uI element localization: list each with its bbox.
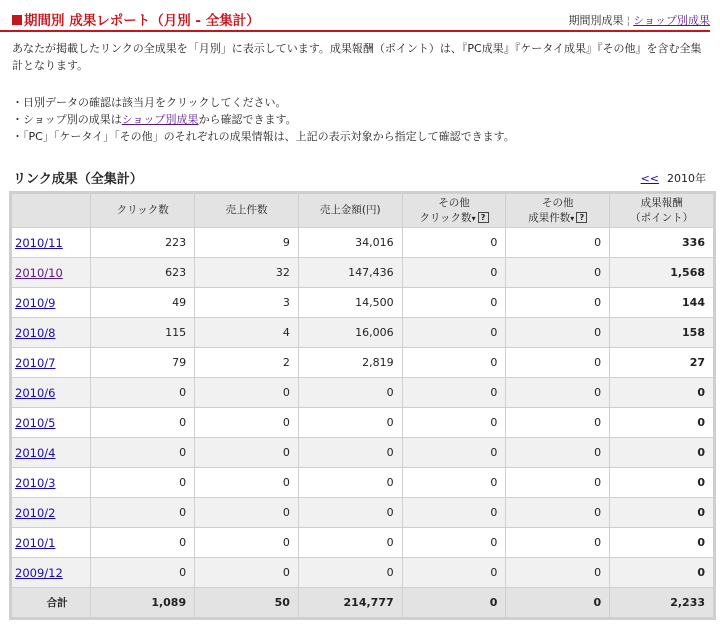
header-other-results-line2: 成果件数 (528, 211, 571, 224)
cell-sales-amount: 147,436 (299, 258, 402, 287)
cell-reward: 144 (610, 288, 713, 317)
table-row (12, 498, 713, 527)
cell-clicks: 0 (91, 438, 194, 467)
month-link[interactable]: 2010/1 (15, 535, 56, 550)
cell-month (12, 408, 90, 437)
month-link[interactable]: 2009/12 (15, 565, 63, 580)
month-link[interactable]: 2010/6 (15, 385, 56, 400)
cell-month (12, 558, 90, 587)
cell-clicks: 0 (91, 408, 194, 437)
cell-sales-amount: 2,819 (299, 348, 402, 377)
month-link[interactable]: 2010/11 (15, 235, 63, 250)
note-shop-link[interactable]: ショップ別成果 (121, 113, 199, 126)
cell-sales-amount: 16,006 (299, 318, 402, 347)
red-square-icon (12, 15, 22, 25)
table-row (12, 408, 713, 437)
table-row (12, 528, 713, 557)
cell-sales-count: 4 (195, 318, 298, 347)
cell-clicks: 0 (91, 468, 194, 497)
cell-month (12, 318, 90, 347)
help-icon[interactable]: ? (478, 212, 489, 223)
cell-reward: 336 (610, 228, 713, 257)
cell-month (12, 498, 90, 527)
cell-other-clicks: 0 (403, 468, 506, 497)
cell-other-results: 0 (506, 288, 609, 317)
cell-other-results: 0 (506, 258, 609, 287)
note-shop-prefix: ・ショップ別の成果は (12, 113, 122, 126)
header-reward-line2: （ポイント） (630, 211, 694, 224)
cell-sales-count: 0 (195, 558, 298, 587)
month-link[interactable]: 2010/10 (15, 265, 63, 280)
header-nav (569, 12, 711, 28)
table-row (12, 558, 713, 587)
cell-other-clicks: 0 (403, 228, 506, 257)
table-row (12, 228, 713, 257)
table-row (12, 378, 713, 407)
prev-year-link[interactable]: << (640, 172, 659, 185)
cell-clicks: 0 (91, 498, 194, 527)
page-header (0, 0, 710, 32)
cell-other-clicks: 0 (403, 438, 506, 467)
cell-month (12, 528, 90, 557)
table-row (12, 288, 713, 317)
cell-other-clicks: 0 (403, 558, 506, 587)
cell-other-clicks: 0 (403, 318, 506, 347)
cell-other-results: 0 (506, 498, 609, 527)
nav-current-period: 期間別成果 (568, 14, 624, 27)
cell-sales-count: 0 (195, 468, 298, 497)
cell-other-results: 0 (506, 558, 609, 587)
cell-clicks: 0 (91, 378, 194, 407)
cell-reward: 0 (610, 438, 713, 467)
cell-other-results: 0 (506, 378, 609, 407)
cell-sales-amount: 0 (299, 528, 402, 557)
total-reward: 2,233 (610, 588, 713, 617)
cell-sales-amount: 0 (299, 558, 402, 587)
cell-sales-count: 0 (195, 378, 298, 407)
table-row (12, 348, 713, 377)
month-link[interactable]: 2010/8 (15, 325, 56, 340)
cell-clicks: 223 (91, 228, 194, 257)
note-shop-suffix: から確認できます。 (198, 113, 297, 126)
table-header-row (12, 194, 713, 227)
cell-other-clicks: 0 (403, 528, 506, 557)
cell-sales-amount: 0 (299, 408, 402, 437)
total-sales-count: 50 (195, 588, 298, 617)
total-other-clicks: 0 (403, 588, 506, 617)
cell-reward: 1,568 (610, 258, 713, 287)
table-body (12, 228, 713, 617)
nav-link-shop-results[interactable]: ショップ別成果 (633, 14, 710, 27)
results-table (11, 193, 714, 618)
cell-sales-count: 32 (195, 258, 298, 287)
cell-reward: 0 (610, 408, 713, 437)
cell-month (12, 228, 90, 257)
month-link[interactable]: 2010/5 (15, 415, 56, 430)
month-link[interactable]: 2010/9 (15, 295, 56, 310)
month-link[interactable]: 2010/2 (15, 505, 56, 520)
nav-separator: ¦ (626, 14, 631, 27)
cell-reward: 27 (610, 348, 713, 377)
month-link[interactable]: 2010/4 (15, 445, 56, 460)
cell-sales-count: 0 (195, 408, 298, 437)
header-clicks: クリック数 (91, 194, 194, 227)
header-month (12, 194, 90, 227)
header-sales-count: 売上件数 (195, 194, 298, 227)
cell-clicks: 623 (91, 258, 194, 287)
note-filter: ・「PC」「ケータイ」「その他」のそれぞれの成果情報は、上記の表示対象から指定して確認できます。 (12, 130, 515, 143)
cell-reward: 0 (610, 528, 713, 557)
results-table-wrapper (9, 191, 716, 620)
year-nav (641, 170, 706, 186)
cell-reward: 0 (610, 378, 713, 407)
header-reward (610, 194, 713, 227)
cell-sales-amount: 14,500 (299, 288, 402, 317)
cell-sales-count: 0 (195, 528, 298, 557)
note-shop (12, 111, 515, 128)
header-sales-amount: 売上金額(円) (299, 194, 402, 227)
header-other-results (506, 194, 609, 227)
notes-list (12, 94, 515, 145)
cell-clicks: 115 (91, 318, 194, 347)
sort-arrow-icon: ▾ (471, 213, 476, 223)
cell-sales-amount: 0 (299, 468, 402, 497)
cell-other-clicks: 0 (403, 288, 506, 317)
total-sales-amount: 214,777 (299, 588, 402, 617)
header-other-clicks-line2: クリック数 (419, 211, 472, 224)
cell-reward: 0 (610, 468, 713, 497)
cell-other-clicks: 0 (403, 378, 506, 407)
total-label: 合計 (12, 588, 90, 617)
month-link[interactable]: 2010/3 (15, 475, 56, 490)
cell-month (12, 468, 90, 497)
cell-other-results: 0 (506, 468, 609, 497)
cell-other-results: 0 (506, 408, 609, 437)
cell-month (12, 288, 90, 317)
header-reward-line1: 成果報酬 (640, 196, 683, 209)
table-row (12, 438, 713, 467)
cell-other-clicks: 0 (403, 258, 506, 287)
cell-month (12, 438, 90, 467)
cell-other-results: 0 (506, 528, 609, 557)
description-text: あなたが掲載したリンクの全成果を「月別」に表示しています。成果報酬（ポイント）は、『PC成果』『ケータイ成果』『その他』を含む全集計となります。 (12, 42, 702, 72)
cell-other-results: 0 (506, 348, 609, 377)
cell-sales-amount: 0 (299, 378, 402, 407)
table-row (12, 258, 713, 287)
cell-sales-count: 3 (195, 288, 298, 317)
cell-sales-count: 2 (195, 348, 298, 377)
section-title: リンク成果（全集計） (13, 172, 143, 187)
page-title-text: 期間別 成果レポート（月別 - 全集計） (24, 13, 260, 29)
cell-sales-count: 9 (195, 228, 298, 257)
header-other-clicks-line1: その他 (438, 196, 470, 209)
cell-clicks: 0 (91, 558, 194, 587)
cell-reward: 0 (610, 558, 713, 587)
cell-reward: 0 (610, 498, 713, 527)
sort-arrow-icon: ▾ (570, 213, 575, 223)
cell-reward: 158 (610, 318, 713, 347)
header-other-clicks (403, 194, 506, 227)
cell-sales-count: 0 (195, 498, 298, 527)
cell-other-results: 0 (506, 438, 609, 467)
cell-other-results: 0 (506, 318, 609, 347)
cell-other-clicks: 0 (403, 408, 506, 437)
header-other-results-line1: その他 (542, 196, 574, 209)
cell-sales-amount: 0 (299, 438, 402, 467)
cell-clicks: 0 (91, 528, 194, 557)
cell-other-results: 0 (506, 228, 609, 257)
table-total-row (12, 588, 713, 617)
cell-sales-amount: 0 (299, 498, 402, 527)
cell-other-clicks: 0 (403, 498, 506, 527)
month-link[interactable]: 2010/7 (15, 355, 56, 370)
note-daily: ・日別データの確認は該当月をクリックしてください。 (12, 96, 287, 109)
table-row (12, 318, 713, 347)
cell-month (12, 258, 90, 287)
page-title (12, 9, 260, 29)
cell-clicks: 79 (91, 348, 194, 377)
total-clicks: 1,089 (91, 588, 194, 617)
current-year: 2010年 (667, 172, 706, 185)
cell-sales-amount: 34,016 (299, 228, 402, 257)
cell-sales-count: 0 (195, 438, 298, 467)
table-row (12, 468, 713, 497)
total-other-results: 0 (506, 588, 609, 617)
cell-other-clicks: 0 (403, 348, 506, 377)
help-icon[interactable]: ? (576, 212, 587, 223)
cell-month (12, 348, 90, 377)
cell-clicks: 49 (91, 288, 194, 317)
cell-month (12, 378, 90, 407)
